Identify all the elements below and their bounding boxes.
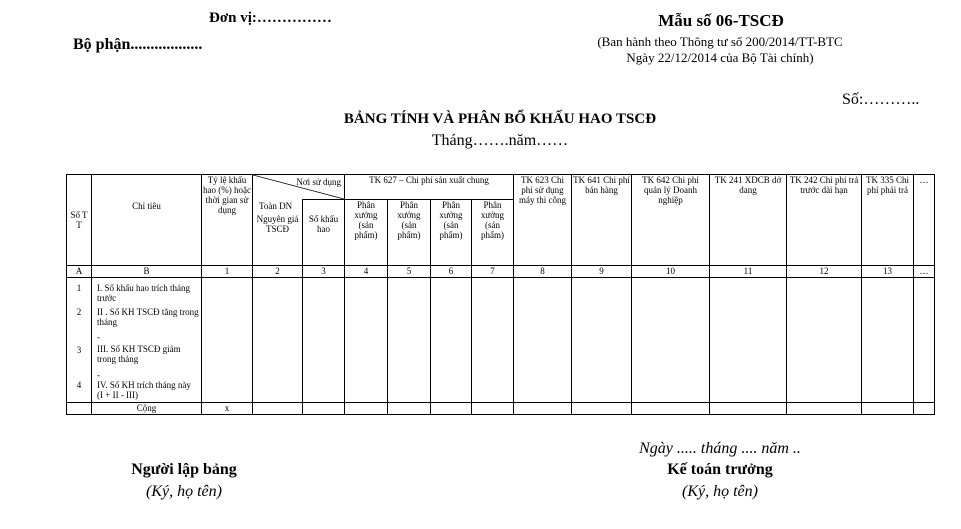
header-phan-xuong-2: Phân xưởng (sản phẩm) xyxy=(388,200,431,266)
code-9: 9 xyxy=(572,266,632,278)
header-tk335: TK 335 Chi phí phải trả xyxy=(862,175,914,266)
total-cell xyxy=(787,403,862,415)
total-cell xyxy=(514,403,572,415)
code-13: 13 xyxy=(862,266,914,278)
data-cell xyxy=(388,278,431,403)
accountant-signature: (Ký, họ tên) xyxy=(682,483,758,500)
toan-dn-label: Toàn DN xyxy=(259,201,293,211)
total-stt-cell xyxy=(67,403,92,415)
row-item-1: I. Số khấu hao trích tháng trước xyxy=(97,283,190,303)
unit-label: Đơn vị:…………… xyxy=(209,10,332,26)
total-cell xyxy=(303,403,345,415)
header-ty-le: Tỷ lệ khấu hao (%) hoặc thời gian sử dụng xyxy=(202,175,253,266)
code-12: 12 xyxy=(787,266,862,278)
header-tk623: TK 623 Chi phí sử dụng máy thi công xyxy=(514,175,572,266)
total-cell xyxy=(862,403,914,415)
header-phan-xuong-1: Phân xưởng (sản phẩm) xyxy=(345,200,388,266)
header-stt: Số T T xyxy=(67,175,92,266)
header-noi-su-dung xyxy=(253,175,345,211)
data-cell xyxy=(431,278,472,403)
code-6: 6 xyxy=(431,266,472,278)
code-b: B xyxy=(92,266,202,278)
data-cell xyxy=(914,278,935,403)
noi-su-dung-label: Nơi sử dụng xyxy=(296,177,341,187)
issued-by-line-2: Ngày 22/12/2014 của Bộ Tài chính) xyxy=(626,50,814,65)
data-cell xyxy=(345,278,388,403)
code-more: … xyxy=(914,266,935,278)
header-phan-xuong-3: Phân xưởng (sản phẩm) xyxy=(431,200,472,266)
row-number-4: 4 xyxy=(76,380,82,390)
row-number-1: 1 xyxy=(76,283,82,293)
data-cell xyxy=(710,278,787,403)
document-number: Số:……….. xyxy=(842,91,920,108)
code-4: 4 xyxy=(345,266,388,278)
data-cell xyxy=(862,278,914,403)
month-year: Tháng…….năm…… xyxy=(431,132,569,149)
depreciation-table xyxy=(66,174,935,415)
department-label: Bộ phận.................. xyxy=(73,36,203,53)
code-8: 8 xyxy=(514,266,572,278)
issued-by-line-1: (Ban hành theo Thông tư số 200/2014/TT-BTC xyxy=(597,34,843,49)
data-cell xyxy=(303,278,345,403)
header-tk642: TK 642 Chi phí quản lý Doanh nghiệp xyxy=(632,175,710,266)
header-more: … xyxy=(914,175,935,266)
data-cell xyxy=(514,278,572,403)
data-cell xyxy=(632,278,710,403)
header-chi-tieu: Chỉ tiêu xyxy=(92,175,202,266)
preparer-signature: (Ký, họ tên) xyxy=(146,483,222,500)
header-tk627: TK 627 – Chi phí sản xuất chung xyxy=(345,175,514,200)
total-cell xyxy=(253,403,303,415)
total-cell xyxy=(572,403,632,415)
data-cell xyxy=(572,278,632,403)
row-item-2: II . Số KH TSCĐ tăng trong tháng xyxy=(97,307,199,327)
row-item-dash-2: - xyxy=(97,370,100,380)
total-mark: x xyxy=(202,403,253,415)
header-tk241: TK 241 XDCB dở dang xyxy=(710,175,787,266)
stt-cell xyxy=(67,278,92,403)
code-3: 3 xyxy=(303,266,345,278)
date-line: Ngày ..... tháng .... năm .. xyxy=(639,440,801,457)
total-cell xyxy=(914,403,935,415)
code-a: A xyxy=(67,266,92,278)
total-cell xyxy=(632,403,710,415)
code-5: 5 xyxy=(388,266,431,278)
total-cell xyxy=(431,403,472,415)
total-cell xyxy=(472,403,514,415)
form-number: Mẫu số 06-TSCĐ xyxy=(658,11,784,30)
header-tk242: TK 242 Chi phí trả trước dài hạn xyxy=(787,175,862,266)
total-cell xyxy=(710,403,787,415)
total-label: Cộng xyxy=(92,403,202,415)
row-number-3: 3 xyxy=(76,345,82,355)
code-7: 7 xyxy=(472,266,514,278)
data-cell xyxy=(472,278,514,403)
code-11: 11 xyxy=(710,266,787,278)
code-10: 10 xyxy=(632,266,710,278)
code-2: 2 xyxy=(253,266,303,278)
header-nguyen-gia: Nguyên giá TSCĐ xyxy=(253,200,303,266)
header-so-khau-hao: Số khấu hao xyxy=(303,200,345,266)
row-item-3: III. Số KH TSCĐ giảm trong tháng xyxy=(97,344,181,364)
total-cell xyxy=(345,403,388,415)
accountant-title: Kế toán trưởng xyxy=(667,461,773,478)
header-phan-xuong-4: Phân xưởng (sản phẩm) xyxy=(472,200,514,266)
total-cell xyxy=(388,403,431,415)
data-cell xyxy=(253,278,303,403)
preparer-title: Người lập bảng xyxy=(131,461,237,478)
data-cell xyxy=(787,278,862,403)
header-tk641: TK 641 Chi phí bán hàng xyxy=(572,175,632,266)
row-number-2: 2 xyxy=(76,307,82,317)
row-item-dash-1: - xyxy=(97,332,100,342)
items-cell xyxy=(92,278,202,403)
row-item-4: IV. Số KH trích tháng này (I + II - III) xyxy=(97,380,191,400)
code-1: 1 xyxy=(202,266,253,278)
page-title: BẢNG TÍNH VÀ PHÂN BỔ KHẤU HAO TSCĐ xyxy=(343,111,657,127)
data-cell xyxy=(202,278,253,403)
